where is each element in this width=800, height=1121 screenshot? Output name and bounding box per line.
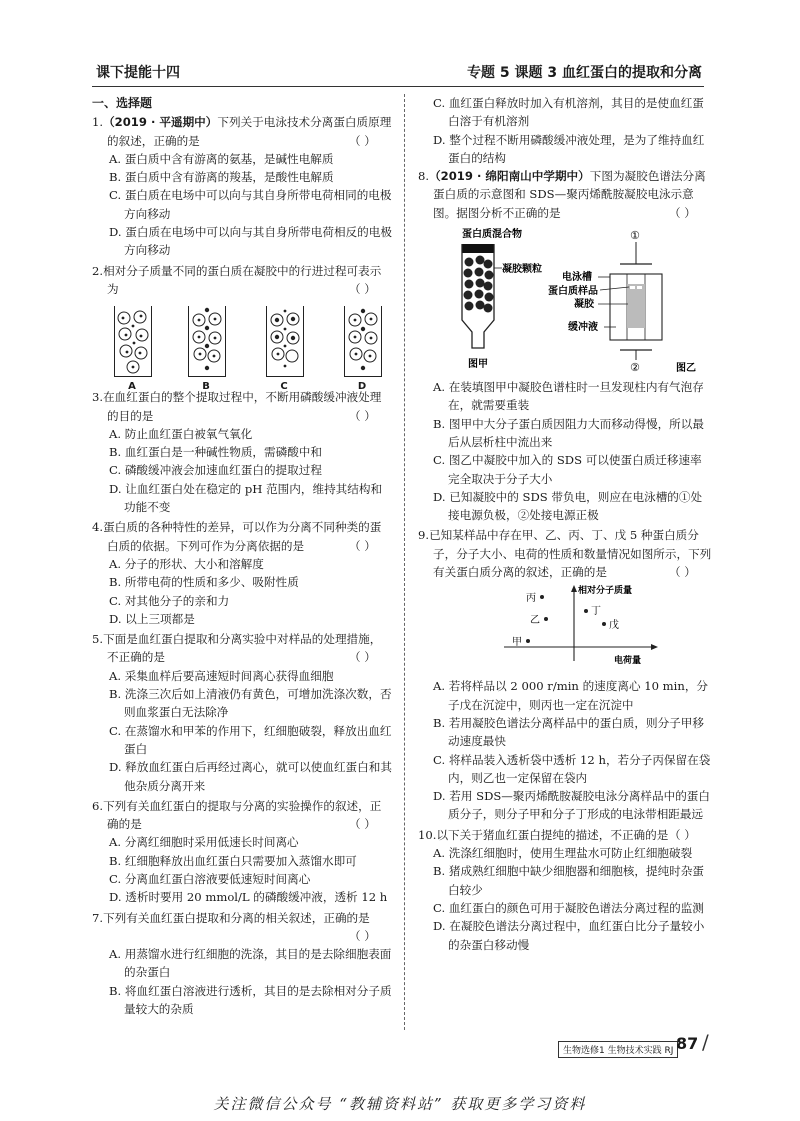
label-buffer: 缓冲液 — [568, 322, 598, 334]
q6-answer-paren: （ ） — [349, 817, 376, 832]
q1-stem: 下列关于电泳技术分离蛋白质原理的叙述，正确的是 — [107, 115, 392, 148]
label-bing: 丙 — [526, 593, 536, 605]
q10-answer-paren: （ ） — [669, 827, 696, 842]
q8-option-c: C. 图乙中凝胶中加入的 SDS 可以使蛋白质迁移速率完全取决于分子大小 — [433, 453, 702, 486]
page-slash-mark: / — [702, 1030, 709, 1054]
q6-option-c: C. 分离血红蛋白溶液要低速短时间离心 — [109, 871, 311, 886]
label-figure-b: 图乙 — [676, 363, 696, 375]
q9-option-b: B. 若用凝胶色谱法分离样品中的蛋白质，则分子甲移动速度最快 — [433, 715, 704, 749]
q4-option-d: D. 以上三项都是 — [109, 611, 195, 626]
gel-label-b: B — [202, 381, 210, 393]
q9-option-c: C. 将样品装入透析袋中透析 12 h，若分子丙保留在袋内，则乙也一定保留在袋内 — [433, 752, 711, 785]
point-ding — [584, 609, 588, 613]
label-wu: 戊 — [609, 620, 619, 632]
q8-figure — [418, 224, 712, 374]
gel-label-a: A — [128, 381, 136, 393]
q5-option-a: A. 采集血样后要高速短时间离心获得血细胞 — [109, 668, 334, 683]
question-8: 8.（2019 · 绵阳南山中学期中）下图为凝胶色谱法分离蛋白质的示意图和 SDS—聚丙烯酰胺凝胶电泳示意图。据图分析不正确的是 （ ） 蛋白质混合物 凝胶颗粒 图甲 ① ② 图乙 电泳槽 蛋白质样品 凝胶 缓冲液 A. 在装填图甲中凝胶色谱柱时一旦发现柱内有气泡存在，就需要重装 B. 图甲中大分子蛋白质因阻力大而移动得慢，所以最后从层析柱中流出来 C. 图乙中凝胶中加入的 SDS 可以使蛋白质迁移速率完全取决于分子大小 D. 已知凝胶中的 SDS 带负电，则应在电泳槽的①处接电源负极，②处接电源正极 — [418, 167, 712, 524]
q9-option-a: A. 若将样品以 2 000 r/min 的速度离心 10 min，分子戊在沉淀中，则丙也一定在沉淀中 — [433, 679, 709, 712]
q10-option-d: D. 在凝胶色谱法分离过程中，血红蛋白比分子量较小的杂蛋白移动慢 — [433, 919, 705, 952]
q7-option-d: D. 整个过程不断用磷酸缓冲液处理，是为了维持血红蛋白的结构 — [433, 132, 705, 165]
question-9: 9.已知某样品中存在甲、乙、丙、丁、戊 5 种蛋白质分子，分子大小、电荷的性质和数量情况如图所示，下列有关蛋白质分离的叙述，正确的是 （ ） 相对分子质量 电荷量 丙 乙 丁 戊 甲 A. 若将样品以 2 000 r/min 的速度离心 10 min，分子戊在沉淀中，则丙也一定在沉淀中 B. 若用凝胶色谱法分离样品中的蛋白质，则分子甲移动速度最快 C. 将样品装入透析袋中透析 12 h，若分子丙保留在袋内，则乙也一定保留在袋内 D. 若用 SDS—聚丙烯酰胺凝胶电泳分离样品中的蛋白质分子，则分子甲和分子丁形成的电泳带相距最远 — [418, 526, 712, 823]
question-6: 6.下列有关血红蛋白的提取与分离的实验操作的叙述，正确的是 （ ） A. 分离红细胞时采用低速长时间离心 B. 红细胞释放出血红蛋白只需要加入蒸馏水即可 C. 分离血红蛋白溶液要低速短时间离心 D. 透析时要用 20 mmol/L 的磷酸缓冲液，透析 12 h — [92, 797, 392, 907]
label-figure-a: 图甲 — [468, 359, 488, 371]
q6-stem: 下列有关血红蛋白的提取与分离的实验操作的叙述，正确的是 — [103, 798, 382, 832]
q10-option-c: C. 血红蛋白的颜色可用于凝胶色谱法分离过程的监测 — [433, 900, 704, 915]
gel-slab — [627, 284, 645, 328]
q4-option-a: A. 分子的形状、大小和溶解度 — [109, 556, 264, 571]
question-10: 10.以下关于猪血红蛋白提纯的描述，不正确的是 （ ） A. 洗涤红细胞时，使用生理盐水可防止红细胞破裂 B. 猪成熟红细胞中缺少细胞器和细胞核，提纯时杂蛋白较少 C. 血红蛋白的颜色可用于凝胶色谱法分离过程的监测 D. 在凝胶色谱法分离过程中，血红蛋白比分子量较小的杂蛋白移动慢 — [418, 826, 712, 954]
q2-answer-paren: （ ） — [349, 281, 376, 296]
q5-answer-paren: （ ） — [349, 650, 376, 665]
q10-option-a: A. 洗涤红细胞时，使用生理盐水可防止红细胞破裂 — [433, 846, 693, 861]
gel-label-c: C — [280, 381, 288, 393]
question-3: 3.在血红蛋白的整个提取过程中，不断用磷酸缓冲液处理的目的是 （ ） A. 防止血红蛋白被氧气氧化 B. 血红蛋白是一种碱性物质，需磷酸中和 C. 磷酸缓冲液会加速血红蛋白的提取过程 D. 让血红蛋白处在稳定的 pH 范围内，维持其结构和功能不变 — [92, 388, 392, 516]
gel-beads-d — [345, 306, 381, 376]
q6-option-d: D. 透析时要用 20 mmol/L 的磷酸缓冲液，透析 12 h — [109, 890, 388, 905]
q1-source: （2019 · 平遥期中） — [103, 115, 218, 130]
q4-option-b: B. 所带电荷的性质和多少、吸附性质 — [109, 575, 299, 590]
q10-option-b: B. 猪成熟红细胞中缺少细胞器和细胞核，提纯时杂蛋白较少 — [433, 864, 704, 897]
q1-option-c: C. 蛋白质在电场中可以向与其自身所带电荷相同的电极方向移动 — [109, 188, 392, 221]
gel-tube-a — [114, 306, 152, 377]
label-jia: 甲 — [512, 637, 522, 649]
point-jia — [526, 639, 530, 643]
point-bing — [540, 595, 544, 599]
q7-option-a: A. 用蒸馏水进行红细胞的洗涤，其目的是去除细胞表面的杂蛋白 — [109, 947, 392, 980]
point-wu — [602, 622, 606, 626]
gel-tube-c — [266, 306, 304, 377]
q2-gel-figure — [92, 300, 392, 393]
x-axis-label: 电荷量 — [614, 656, 642, 667]
gel-beads-a — [115, 306, 151, 376]
q8-answer-paren: （ ） — [669, 205, 696, 220]
q5-option-b: B. 洗涤三次后如上清液仍有黄色，可增加洗涤次数，否则血浆蛋白无法除净 — [109, 687, 392, 720]
q3-option-b: B. 血红蛋白是一种碱性物质，需磷酸中和 — [109, 445, 322, 460]
header-rule — [92, 86, 704, 87]
q5-option-c: C. 在蒸馏水和甲苯的作用下，红细胞破裂，释放出血红蛋白 — [109, 723, 392, 756]
q2-stem: 相对分子质量不同的蛋白质在凝胶中的行进过程可表示为 — [103, 263, 382, 296]
q9-option-d: D. 若用 SDS—聚丙烯酰胺凝胶电泳分离样品中的蛋白质分子，则分子甲和分子丁形成的电泳带相距最远 — [433, 789, 710, 822]
label-electrode-2: ② — [630, 361, 640, 375]
q6-option-b: B. 红细胞释放出血红蛋白只需要加入蒸馏水即可 — [109, 853, 357, 868]
gel-beads-c — [267, 306, 303, 376]
footer-book-label: 生物选修1 生物技术实践 RJ — [558, 1041, 678, 1058]
q8-stem: 下图为凝胶色谱法分离蛋白质的示意图和 SDS—聚丙烯酰胺凝胶电泳示意图。据图分析不正确的是 — [433, 169, 706, 220]
q9-answer-paren: （ ） — [669, 565, 696, 580]
gel-beads — [464, 256, 494, 313]
column-divider — [404, 94, 405, 1030]
q7-answer-paren: （ ） — [349, 928, 376, 943]
gel-tube-b — [188, 306, 226, 377]
q9-scatter — [418, 583, 712, 673]
q3-option-c: C. 磷酸缓冲液会加速血红蛋白的提取过程 — [109, 463, 322, 478]
question-5: 5.下面是血红蛋白提取和分离实验中对样品的处理措施，不正确的是 （ ） A. 采集血样后要高速短时间离心获得血细胞 B. 洗涤三次后如上清液仍有黄色，可增加洗涤次数，否则血浆蛋白无法除净 C. 在蒸馏水和甲苯的作用下，红细胞破裂，释放出血红蛋白 D. 释放血红蛋白后再经过离心，就可以使血红蛋白和其他杂质分离开来 — [92, 630, 392, 795]
header-left: 课下提能十四 — [96, 65, 180, 81]
q8-option-b: B. 图甲中大分子蛋白质因阻力大而移动得慢，所以最后从层析柱中流出来 — [433, 416, 704, 449]
q8-source: （2019 · 绵阳南山中学期中） — [429, 169, 590, 184]
label-yi: 乙 — [530, 615, 540, 627]
q5-option-d: D. 释放血红蛋白后再经过离心，就可以使血红蛋白和其他杂质分离开来 — [109, 760, 392, 793]
question-7: 7.下列有关血红蛋白提取和分离的相关叙述，正确的是 （ ） A. 用蒸馏水进行红细胞的洗涤，其目的是去除细胞表面的杂蛋白 B. 将血红蛋白溶液进行透析，其目的是去除相对分子质量较大的杂质 — [92, 909, 392, 1019]
q7-option-c: C. 血红蛋白释放时加入有机溶剂，其目的是使血红蛋白溶于有机溶剂 — [433, 96, 704, 129]
q3-option-a: A. 防止血红蛋白被氧气氧化 — [109, 426, 253, 441]
label-gel: 凝胶 — [574, 299, 594, 311]
gel-label-d: D — [357, 381, 367, 393]
q1-option-b: B. 蛋白质中含有游离的羧基，是酸性电解质 — [109, 170, 334, 185]
header-right: 专题 5 课题 3 血红蛋白的提取和分离 — [467, 65, 702, 81]
footer-promo: 关注微信公众号 “教辅资料站” 获取更多学习资料 — [213, 1095, 587, 1113]
q10-stem: 以下关于猪血红蛋白提纯的描述，不正确的是 — [436, 827, 669, 842]
label-ding: 丁 — [591, 606, 601, 618]
q3-stem: 在血红蛋白的整个提取过程中，不断用磷酸缓冲液处理的目的是 — [103, 390, 382, 423]
q1-option-a: A. 蛋白质中含有游离的氨基，是碱性电解质 — [109, 151, 334, 166]
q7-stem: 下列有关血红蛋白提取和分离的相关叙述，正确的是 — [103, 910, 370, 925]
q5-stem: 下面是血红蛋白提取和分离实验中对样品的处理措施，不正确的是 — [103, 632, 382, 665]
q7-option-b: B. 将血红蛋白溶液进行透析，其目的是去除相对分子质量较大的杂质 — [109, 983, 392, 1017]
point-yi — [544, 617, 548, 621]
section-title: 一、选择题 — [92, 96, 153, 110]
q3-answer-paren: （ ） — [349, 408, 376, 423]
label-protein-sample: 蛋白质样品 — [548, 286, 598, 298]
q1-option-d: D. 蛋白质在电场中可以向与其自身所带电荷相反的电极方向移动 — [109, 225, 392, 258]
left-column — [92, 94, 392, 1020]
question-1: 1.（2019 · 平遥期中）下列关于电泳技术分离蛋白质原理的叙述，正确的是 （ ） A. 蛋白质中含有游离的氨基，是碱性电解质 B. 蛋白质中含有游离的羧基，是酸性电解质 C. 蛋白质在电场中可以向与其自身所带电荷相同的电极方向移动 D. 蛋白质在电场中可以向与其自身所带电荷相反的电极方向移动 — [92, 113, 392, 259]
gel-beads-b — [189, 306, 225, 376]
label-gel-beads: 凝胶颗粒 — [502, 264, 542, 276]
question-2: 2.相对分子质量不同的蛋白质在凝胶中的行进过程可表示为 （ ） A B C D — [92, 262, 392, 387]
q6-option-a: A. 分离红细胞时采用低速长时间离心 — [109, 835, 299, 850]
protein-mixture-band — [462, 244, 494, 253]
right-column — [418, 94, 712, 956]
page-number: 87 — [676, 1034, 699, 1053]
q8-option-d: D. 已知凝胶中的 SDS 带负电，则应在电泳槽的①处接电源负极，②处接电源正极 — [433, 489, 703, 523]
gel-tube-d — [344, 306, 382, 377]
question-4: 4.蛋白质的各种特性的差异，可以作为分离不同种类的蛋白质的依据。下列可作为分离依据的是 （ ） A. 分子的形状、大小和溶解度 B. 所带电荷的性质和多少、吸附性质 C. 对其他分子的亲和力 D. 以上三项都是 — [92, 518, 392, 628]
q8-diagram — [418, 224, 712, 374]
q4-answer-paren: （ ） — [349, 538, 376, 553]
label-tank: 电泳槽 — [562, 272, 592, 284]
q4-option-c: C. 对其他分子的亲和力 — [109, 593, 230, 608]
label-electrode-1: ① — [630, 229, 640, 243]
label-protein-mixture: 蛋白质混合物 — [462, 229, 522, 241]
q4-stem: 蛋白质的各种特性的差异，可以作为分离不同种类的蛋白质的依据。下列可作为分离依据的是 — [103, 520, 382, 553]
q3-option-d: D. 让血红蛋白处在稳定的 pH 范围内，维持其结构和功能不变 — [109, 481, 383, 515]
q9-stem: 已知某样品中存在甲、乙、丙、丁、戊 5 种蛋白质分子，分子大小、电荷的性质和数量情况如图所示，下列有关蛋白质分离的叙述，正确的是 — [429, 528, 712, 580]
q9-figure — [418, 583, 712, 673]
q8-option-a: A. 在装填图甲中凝胶色谱柱时一旦发现柱内有气泡存在，就需要重装 — [433, 380, 704, 413]
y-axis-label: 相对分子质量 — [578, 586, 633, 597]
q1-answer-paren: （ ） — [349, 133, 376, 148]
